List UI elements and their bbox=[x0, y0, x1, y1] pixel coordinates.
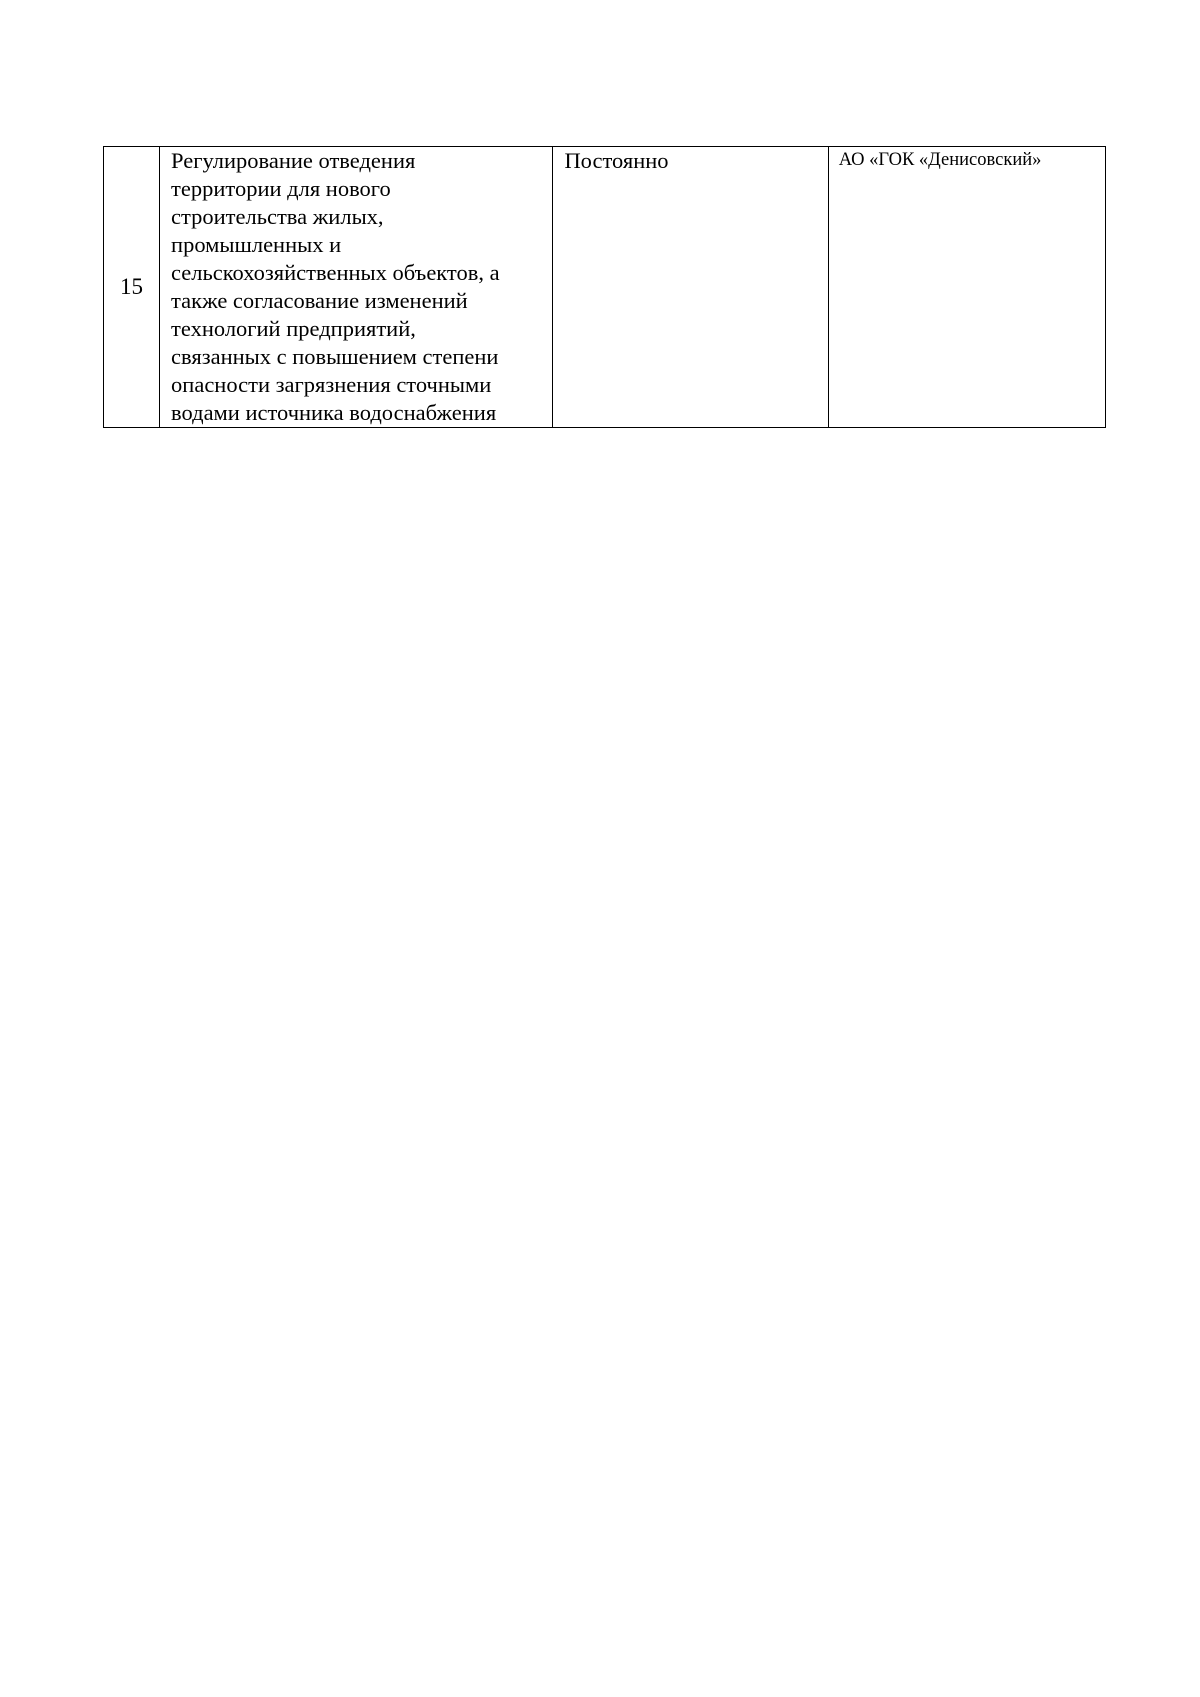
period-cell: Постоянно bbox=[553, 147, 828, 428]
measure-description-cell: Регулирование отведения территории для нового строительства жилых, промышленных и сельскохозяйственных объектов, а также согласование изменений технологий предприятий, связанных с повышением степени опасности загрязнения сточными водами источника водоснабжения bbox=[160, 147, 553, 428]
table-row bbox=[104, 147, 1106, 428]
row-number-cell: 15 bbox=[104, 147, 160, 428]
responsible-party-cell: АО «ГОК «Денисовский» bbox=[828, 147, 1105, 428]
measures-table bbox=[103, 146, 1106, 428]
